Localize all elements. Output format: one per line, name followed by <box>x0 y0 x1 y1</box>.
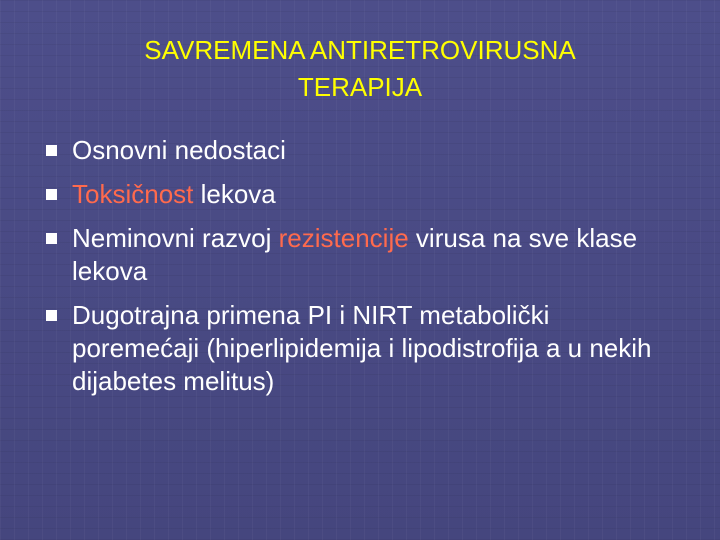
bullet-highlight: Toksičnost <box>72 179 194 209</box>
bullet-item-osnovni-nedostaci <box>42 134 682 167</box>
bullet-item-rezistencija <box>42 222 682 288</box>
bullet-list <box>42 134 682 409</box>
slide-title <box>60 32 660 106</box>
title-line-2: TERAPIJA <box>297 72 423 102</box>
square-bullet-icon <box>46 310 57 321</box>
bullet-text: lekova <box>193 179 276 209</box>
square-bullet-icon <box>46 145 57 156</box>
bullet-text-pre: Neminovni razvoj <box>72 223 279 253</box>
bullet-item-dugotrajna-primena <box>42 299 682 398</box>
title-line-1: SAVREMENA ANTIRETROVIRUSNA <box>144 35 576 65</box>
bullet-text: Osnovni nedostaci <box>72 135 286 165</box>
bullet-text-post: virusa na sve klase lekova <box>72 223 638 286</box>
square-bullet-icon <box>46 189 57 200</box>
square-bullet-icon <box>46 233 57 244</box>
bullet-text: Dugotrajna primena PI i NIRT metabolički poremećaji (hiperlipidemija i lipodistrofija a u nekih dijabetes melitus) <box>72 300 652 396</box>
bullet-highlight: rezistencije <box>278 223 409 253</box>
bullet-item-toksicnost <box>42 178 682 211</box>
